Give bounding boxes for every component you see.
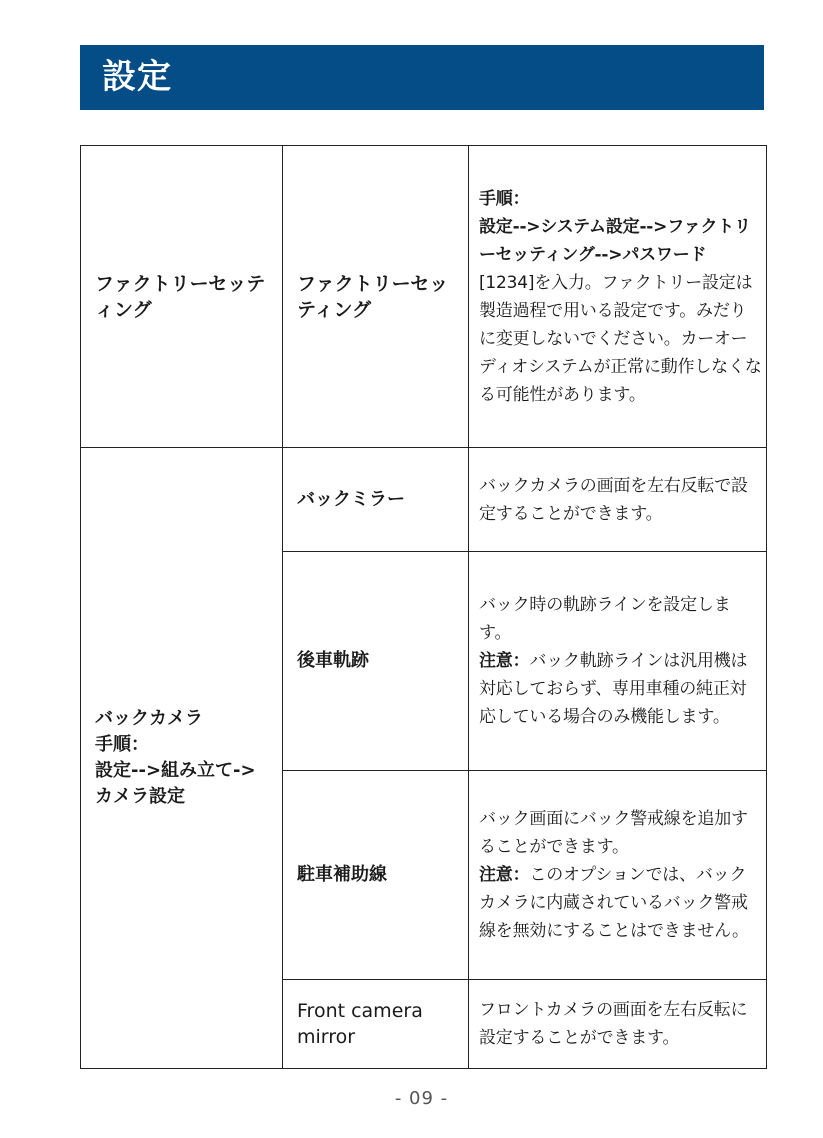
desc-heading: 手順： [479, 188, 530, 209]
category-label: バックカメラ [95, 708, 203, 729]
description-cell [469, 448, 767, 552]
item-cell [283, 146, 469, 448]
description-cell [469, 980, 767, 1069]
category-cell [81, 146, 283, 448]
description-text [479, 185, 762, 409]
category-label: ファクトリーセッティング [95, 272, 266, 321]
item-cell [283, 771, 469, 980]
note-label: 注意： [479, 651, 530, 671]
note-text: このオプションでは、バックカメラに内蔵されているバック警戒線を無効にすることはできません。 [479, 865, 749, 941]
note-text: バック軌跡ラインは汎用機は対応しておらず、専用車種の純正対応している場合のみ機能します。 [479, 651, 748, 727]
desc-path: 設定-->システム設定-->ファクトリーセッティング-->パスワード [479, 216, 751, 265]
item-label: Front camera mirror [297, 1000, 423, 1048]
category-path: 設定-->組み立て->カメラ設定 [95, 760, 256, 807]
settings-table [80, 145, 767, 1069]
header-bar [80, 45, 764, 110]
description-text [479, 805, 762, 945]
item-label: 後車軌跡 [297, 650, 369, 671]
category-cell [81, 448, 283, 1069]
item-label: ファクトリーセッティング [297, 272, 449, 321]
item-label: バックミラー [297, 488, 405, 510]
item-cell [283, 448, 469, 552]
item-label: 駐車補助線 [297, 864, 387, 885]
desc-body: [1234]を入力。ファクトリー設定は製造過程で用いる設定です。みだりに変更しないでください。カーオーディオシステムが正常に動作しなくなる可能性があります。 [479, 272, 762, 405]
item-cell [283, 552, 469, 771]
item-cell [283, 980, 469, 1069]
category-heading: 手順： [95, 734, 149, 755]
page-number: - 09 - [394, 1088, 449, 1109]
table-row [81, 146, 767, 448]
description-cell [469, 146, 767, 448]
description-text [479, 591, 762, 731]
description-text: フロントカメラの画面を左右反転に設定することができます。 [479, 1000, 748, 1048]
desc-body: バック画面にバック警戒線を追加することができます。 [479, 809, 748, 857]
desc-body: バック時の軌跡ラインを設定します。 [479, 595, 731, 643]
description-text: バックカメラの画面を左右反転で設定することができます。 [479, 475, 748, 524]
note-label: 注意： [479, 865, 530, 885]
description-cell [469, 771, 767, 980]
description-cell [469, 552, 767, 771]
table-row [81, 448, 767, 552]
page-title: 設定 [102, 57, 172, 97]
